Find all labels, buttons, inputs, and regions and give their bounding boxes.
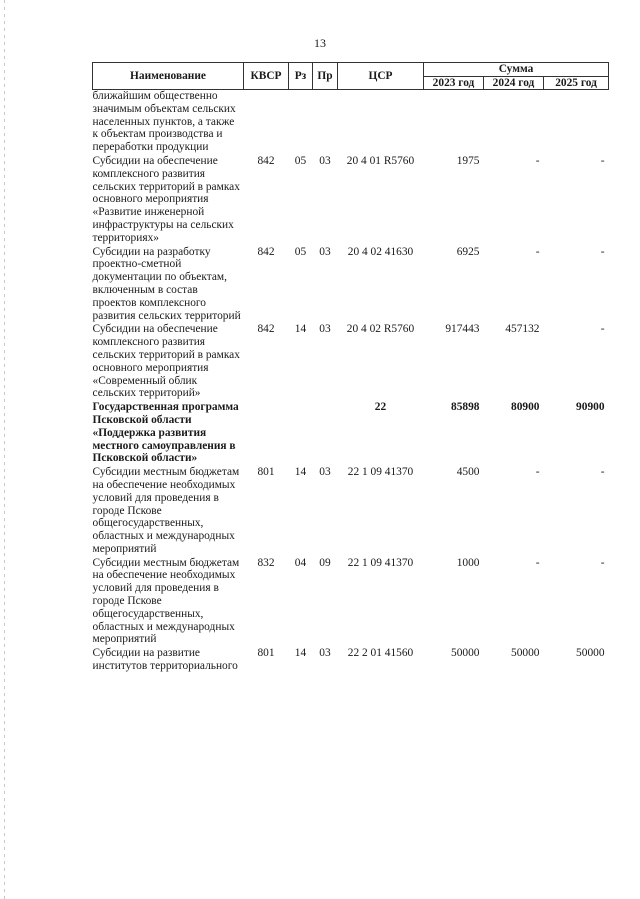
cell-pr — [313, 90, 338, 155]
table-row — [93, 323, 609, 401]
cell-kvsr — [244, 401, 289, 466]
cell-csr: 22 — [374, 401, 387, 414]
cell-y2025: - — [600, 466, 605, 479]
cell-rz — [289, 90, 313, 155]
cell-kvsr — [244, 90, 289, 155]
cell-csr: 20 4 02 41630 — [347, 245, 414, 258]
cell-kvsr: 832 — [257, 556, 275, 569]
cell-y2025: - — [600, 323, 605, 336]
header-csr: ЦСР — [338, 63, 424, 90]
cell-csr: 22 2 01 41560 — [347, 647, 414, 660]
cell-name: Субсидии местным бюджетам на обеспечение необходимых условий для проведения в городе Пскове общегосударственных, областных и международных мероприятий — [92, 556, 240, 646]
cell-y2025: - — [600, 245, 605, 258]
table-header — [93, 63, 609, 90]
header-pr: Пр — [313, 63, 338, 90]
table-row — [93, 466, 609, 557]
cell-pr: 03 — [319, 245, 331, 258]
budget-table — [92, 62, 609, 674]
cell-name: Субсидии на развитие институтов территориального — [92, 647, 238, 673]
cell-pr: 03 — [319, 466, 331, 479]
cell-pr: 09 — [319, 556, 331, 569]
scan-edge-line — [4, 0, 5, 899]
header-rz: Рз — [289, 63, 313, 90]
cell-rz: 14 — [294, 466, 307, 479]
cell-csr: 22 1 09 41370 — [347, 466, 414, 479]
cell-y2024: - — [535, 245, 540, 258]
cell-y2024: 457132 — [505, 323, 540, 336]
cell-name: Субсидии на разработку проектно-сметной документации по объектам, включенным в состав проектов комплексного развития сельских территорий — [92, 245, 241, 322]
cell-name: Субсидии на обеспечение комплексного развития сельских территорий в рамках основного мероприятия «Развитие инженерной инфраструктуры на сельских территориях» — [92, 154, 240, 244]
cell-csr: 22 1 09 41370 — [347, 556, 414, 569]
cell-pr: 03 — [319, 647, 331, 660]
cell-kvsr: 842 — [257, 323, 275, 336]
cell-name: Государственная программа Псковской области «Поддержка развития местного самоуправления в Псковской области» — [92, 401, 239, 465]
cell-pr — [313, 401, 338, 466]
cell-kvsr: 801 — [257, 466, 275, 479]
cell-y2025: - — [600, 556, 605, 569]
table-row — [93, 155, 609, 246]
cell-rz — [289, 401, 313, 466]
cell-y2023: 4500 — [456, 466, 480, 479]
cell-rz: 04 — [294, 556, 307, 569]
cell-csr: 20 4 01 R5760 — [346, 154, 415, 167]
cell-pr: 03 — [319, 323, 331, 336]
cell-csr — [338, 90, 424, 155]
cell-y2023: 917443 — [445, 323, 480, 336]
cell-y2023: 6925 — [456, 245, 480, 258]
table-row — [93, 647, 609, 674]
table-row — [93, 401, 609, 466]
cell-y2024: - — [535, 154, 540, 167]
cell-y2023: 1975 — [456, 154, 480, 167]
cell-pr: 03 — [319, 154, 331, 167]
cell-kvsr: 801 — [257, 647, 275, 660]
cell-y2024: - — [535, 466, 540, 479]
cell-y2024: - — [535, 556, 540, 569]
header-name: Наименование — [93, 63, 244, 90]
cell-y2023: 50000 — [451, 647, 480, 660]
header-sum: Сумма — [424, 63, 609, 77]
cell-name: ближайшим общественно значимым объектам сельских населенных пунктов, а также к объектам производства и переработки продукции — [92, 90, 236, 154]
cell-rz: 14 — [294, 323, 307, 336]
page-number: 13 — [314, 36, 326, 50]
header-2024: 2024 год — [484, 76, 544, 90]
cell-name: Субсидии на обеспечение комплексного развития сельских территорий в рамках основного мероприятия «Современный облик сельских территорий» — [92, 323, 240, 400]
cell-y2024 — [484, 90, 544, 155]
cell-y2024: 80900 — [511, 401, 540, 414]
cell-y2023: 1000 — [456, 556, 480, 569]
cell-y2025 — [544, 90, 609, 155]
header-2025: 2025 год — [544, 76, 609, 90]
table-body — [93, 90, 609, 674]
cell-y2025: 90900 — [576, 401, 605, 414]
cell-rz: 14 — [294, 647, 307, 660]
cell-rz: 05 — [294, 154, 307, 167]
cell-name: Субсидии местным бюджетам на обеспечение необходимых условий для проведения в городе Пскове общегосударственных, областных и международных мероприятий — [92, 466, 240, 555]
table-row — [93, 557, 609, 648]
cell-rz: 05 — [294, 245, 307, 258]
table-row — [93, 246, 609, 324]
cell-y2023 — [424, 90, 484, 155]
cell-kvsr: 842 — [257, 154, 275, 167]
cell-kvsr: 842 — [257, 245, 275, 258]
cell-y2023: 85898 — [451, 401, 480, 414]
table-row — [93, 90, 609, 155]
header-kvsr: КВСР — [244, 63, 289, 90]
cell-y2025: - — [600, 154, 605, 167]
cell-y2024: 50000 — [511, 647, 540, 660]
header-2023: 2023 год — [424, 76, 484, 90]
cell-csr: 20 4 02 R5760 — [346, 323, 415, 336]
cell-y2025: 50000 — [576, 647, 605, 660]
